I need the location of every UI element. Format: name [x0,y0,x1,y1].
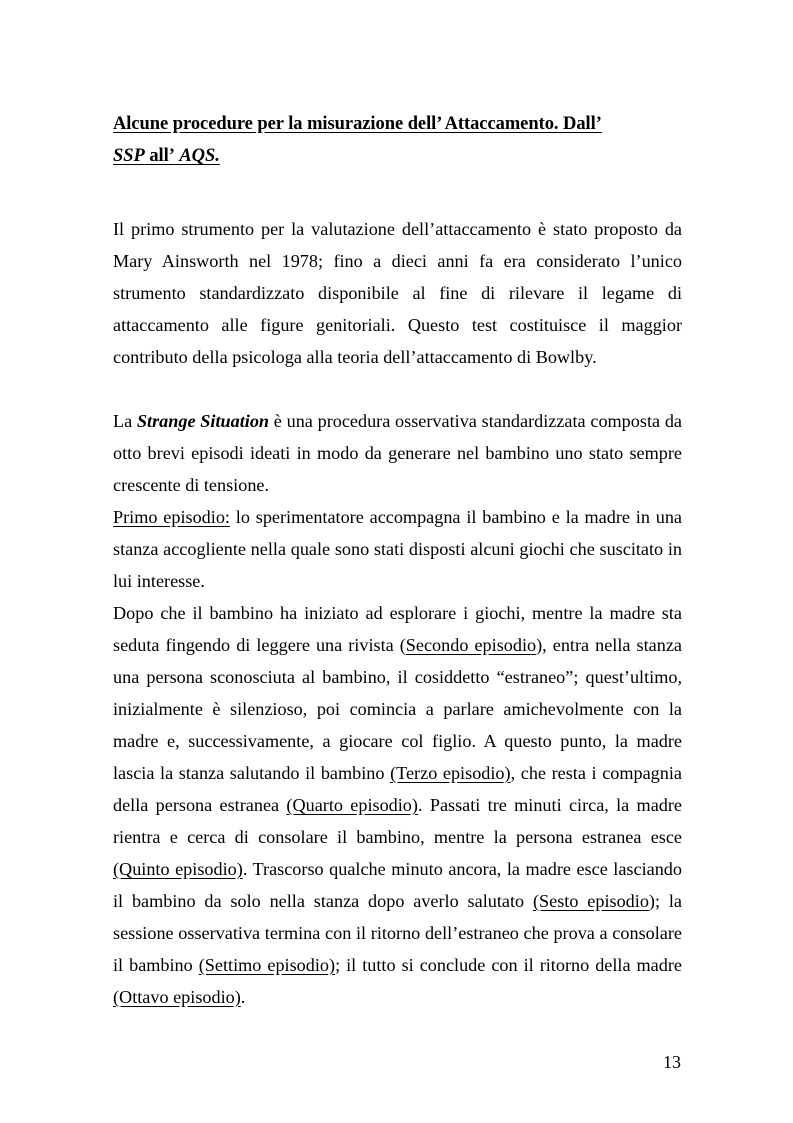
page-title [113,108,682,172]
episodi-segment-8: . [240,987,246,1007]
ref-ottavo-episodio: (Ottavo episodio) [113,987,241,1007]
episodi-segment-1: Dopo che il bambino ha iniziato ad esplorare i giochi, mentre la madre sta seduta fingendo di leggere una rivista ( [113,603,682,655]
episodi-segment-5: . Trascorso qualche minuto ancora, la madre esce lasciando il bambino da solo nella stanza dopo averlo salutato [113,859,682,911]
strange-situation-prefix: La [113,411,137,431]
episodi-segment-7: ; il tutto si conclude con il ritorno della madre [335,955,682,975]
page-number: 13 [663,1052,681,1072]
paragraph-primo-episodio [113,501,682,597]
paragraph-strange-situation [113,405,682,501]
episodi-segment-4: . Passati tre minuti circa, la madre rientra e cerca di consolare il bambino, mentre la persona estranea esce [113,795,683,847]
ref-terzo-episodio: (Terzo episodio) [390,763,511,783]
primo-episodio-body: lo sperimentatore accompagna il bambino e la madre in una stanza accogliente nella quale sono stati disposti alcuni giochi che suscitato in lui interesse. [113,507,682,591]
primo-episodio-lead: Primo episodio: [113,507,230,527]
strange-situation-emphasis: Strange Situation [136,411,270,431]
ref-settimo-episodio: (Settimo episodio) [198,955,336,975]
ref-quarto-episodio: (Quarto episodio) [286,795,418,815]
spacer-after-title [113,172,682,213]
episodi-segment-2: ), entra nella stanza una persona sconosciuta al bambino, il cosiddetto “estraneo”; quest’ultimo, inizialmente è silenzioso, poi comincia a parlare amichevolmente con la madre e, successivamente, a giocare col figlio. A questo punto, la madre lascia la stanza salutando il bambino [113,635,682,783]
page-content [113,108,682,1013]
page-title-all: all’ [149,146,175,166]
paragraph-intro: Il primo strumento per la valutazione dell’attaccamento è stato proposto da Mary Ainsworth nel 1978; fino a dieci anni fa era considerato l’unico strumento standardizzato disponibile al fine di rilevare il legame di attaccamento alle figure genitoriali. Questo test costituisce il maggior contributo della psicologa alla teoria dell’attaccamento di Bowlby. [113,219,682,367]
ref-secondo-episodio: Secondo episodio [405,635,537,655]
episodi-segment-3: , che resta i compagnia della persona estranea [113,763,682,815]
ref-quinto-episodio: (Quinto episodio) [113,859,243,879]
page-title-ssp: SSP [113,146,145,166]
page-title-aqs: AQS. [179,146,220,166]
strange-situation-suffix: è una procedura osservativa standardizzata composta da otto brevi episodi ideati in modo da generare nel bambino uno stato sempre crescente di tensione. [113,411,682,495]
page-title-line-1: Alcune procedure per la misurazione dell’ Attaccamento. Dall’ [113,114,602,134]
spacer-after-intro [113,373,682,405]
episodi-segment-6: ); la sessione osservativa termina con il ritorno dell’estraneo che prova a consolare il bambino [113,891,682,975]
paragraph-episodi-dettaglio [113,597,682,1013]
ref-sesto-episodio: (Sesto episodio [532,891,649,911]
